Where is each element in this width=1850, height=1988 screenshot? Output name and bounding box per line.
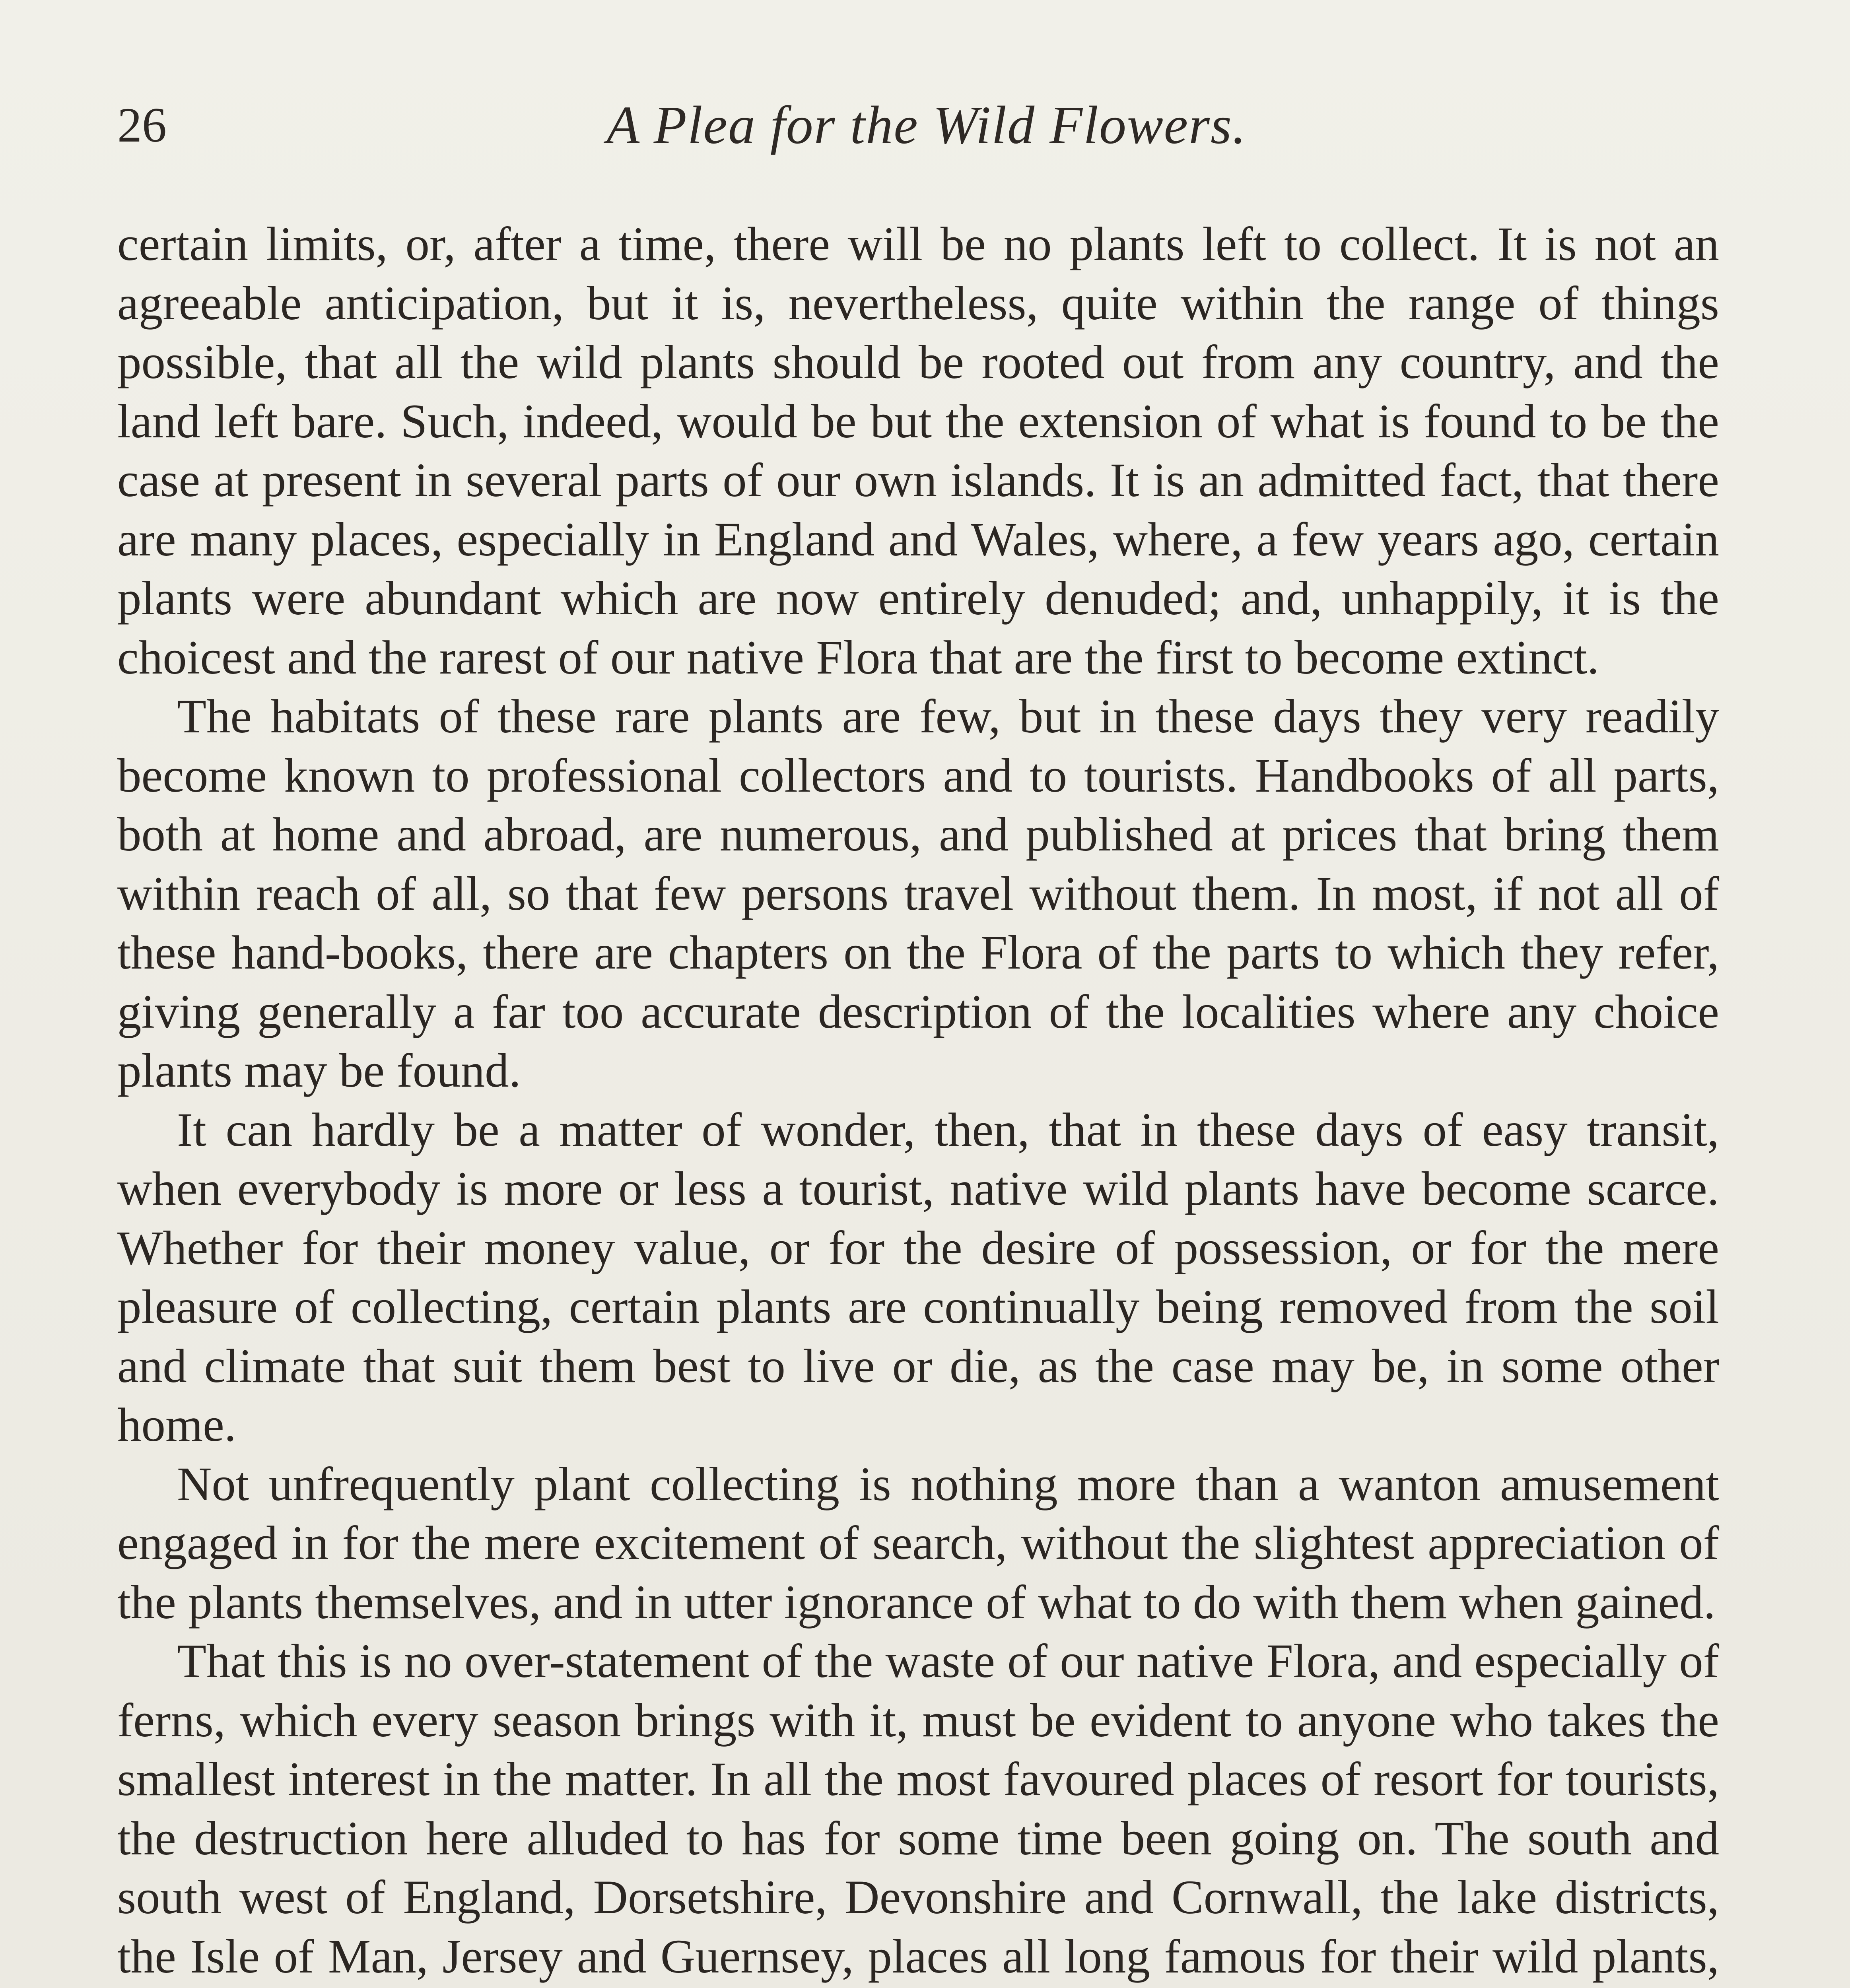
running-title: A Plea for the Wild Flowers. — [606, 95, 1247, 155]
paragraph-5: That this is no over-statement of the waste of our native Flora, and especially of ferns, which every season brings with it, must be evident to anyone who takes the smallest interest in the matter. In all the most favoured places of resort for tourists, the destruction here alluded to has for some time been going on. The south and south west of England, Dorsetshire, Devonshire and Cornwall, the lake districts, the Isle of Man, Jersey and Guernsey, places all long famous for their wild plants, — [117, 1635, 1719, 1983]
paragraph-4: Not unfrequently plant collecting is nothing more than a wanton amusement engaged in for the mere excitement of search, without the slightest appreciation of the plants themselves, and in utter ignorance of what to do with them when gained. — [117, 1457, 1719, 1629]
page-header — [0, 91, 1850, 159]
page-number: 26 — [117, 98, 167, 152]
body-text — [117, 215, 1719, 1988]
paragraph-2: The habitats of these rare plants are few, but in these days they very readily become known to professional collectors and to tourists. Handbooks of all parts, both at home and abroad, are numerous, and published at prices that bring them within reach of all, so that few persons travel without them. In most, if not all of these hand-books, there are chapters on the Flora of the parts to which they refer, giving generally a far too accurate description of the localities where any choice plants may be found. — [117, 690, 1719, 1097]
paragraph-1: certain limits, or, after a time, there will be no plants left to collect. It is not an agreeable anticipation, but it is, nevertheless, quite within the range of things possible, that all the wild plants should be rooted out from any country, and the land left bare. Such, indeed, would be but the extension of what is found to be the case at present in several parts of our own islands. It is an admitted fact, that there are many places, especially in England and Wales, where, a few years ago, certain plants were abundant which are now entirely denuded; and, unhappily, it is the choicest and the rarest of our native Flora that are the first to become extinct. — [117, 217, 1719, 684]
paragraph-3: It can hardly be a matter of wonder, then, that in these days of easy transit, when everybody is more or less a tourist, native wild plants have become scarce. Whether for their money value, or for the desire of possession, or for the mere pleasure of collecting, certain plants are continually being removed from the soil and climate that suit them best to live or die, as the case may be, in some other home. — [117, 1103, 1719, 1452]
